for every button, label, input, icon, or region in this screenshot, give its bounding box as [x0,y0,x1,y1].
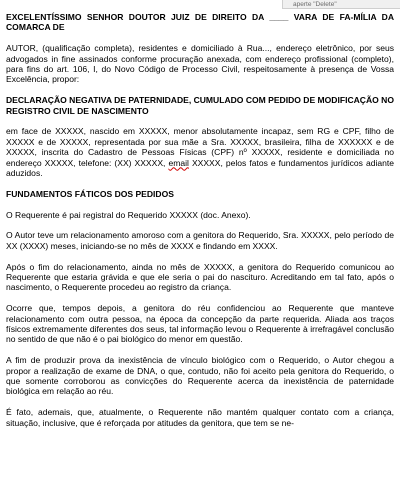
court-heading: EXCELENTÍSSIMO SENHOR DOUTOR JUIZ DE DIREITO DA ____ VARA DE FA-MÍLIA DA COMARCA DE [6,12,394,33]
parties-paragraph [6,126,394,178]
section-heading: FUNDAMENTOS FÁTICOS DOS PEDIDOS [6,188,174,199]
parties-text-a: em face de XXXXX, nascido em XXXXX, menor absolutamente incapaz, sem RG e CPF, filho de XXXXX e de XXXXX, representada por sua mãe a Sra. XXXXX, brasileira, filha de XXXXXX e de XXXXX, inscrita do Cadastro de Pessoas Físicas (CPF) nº XXXXX, residente e domiciliada no endereço XXXXX, telefone: (XX) XXXXX, [6,126,394,168]
document-body[interactable] [6,12,394,428]
fact-paragraph-3: Após o fim do relacionamento, ainda no mês de XXXXX, a genitora do Requerido comunicou ao Requerente que estaria grávida e que ele seria o pai do nascituro. Acreditando em tal fato, após o nascimento, o Requerente procedeu ao registro da criança. [6,261,394,293]
action-title: DECLARAÇÃO NEGATIVA DE PATERNIDADE, CUMULADO COM PEDIDO DE MODIFICAÇÃO NO REGISTRO CIVIL DE NASCIMENTO [6,95,394,116]
parties-text-b: XXXXX, pelos fatos e fundamentos jurídicos adiante aduzidos. [6,157,395,179]
delete-hint-tooltip: aperte "Delete" [282,0,400,9]
email-word: email [168,157,189,168]
fact-paragraph-2: O Autor teve um relacionamento amoroso com a genitora do Requerido, Sra. XXXXX, pelo período de XX (XXXX) meses, iniciando-se no mês de XXXX e findando em XXXX. [6,230,394,251]
fact-paragraph-1: O Requerente é pai registral do Requerido XXXXX (doc. Anexo). [6,209,251,220]
fact-paragraph-5: A fim de produzir prova da inexistência de vínculo biológico com o Requerido, o Autor chegou a propor a realização de exame de DNA, o que, contudo, não foi aceito pela genitora do Requerido, o que somente corroborou as convicções do Requerente acerca da inexistência de paternidade biológica em relação ao réu. [6,355,394,397]
fact-paragraph-4: Ocorre que, tempos depois, a genitora do réu confidenciou ao Requerente que manteve relacionamento com outra pessoa, na época da concepção da parte requerida. Aliada aos traços físicos extremamente diferentes dos seus, tal informação levou o Requerente à irrefragável conclusão no sentido de que não é o pai biológico do menor em questão. [6,303,394,345]
intro-paragraph: AUTOR, (qualificação completa), residentes e domiciliado à Rua..., endereço eletrônico, por seus advogados in fine assinados conforme procuração anexada, com endereço profissional (completo), para fins do art. 106, I, do Novo Código de Processo Civil, respeitosamente à presença de Vossa Excelência, propor: [6,43,394,85]
fact-paragraph-6: É fato, ademais, que, atualmente, o Requerente não mantém qualquer contato com a criança, situação, inclusive, que é reforçada por atitudes da genitora, que tem se ne- [6,407,394,428]
